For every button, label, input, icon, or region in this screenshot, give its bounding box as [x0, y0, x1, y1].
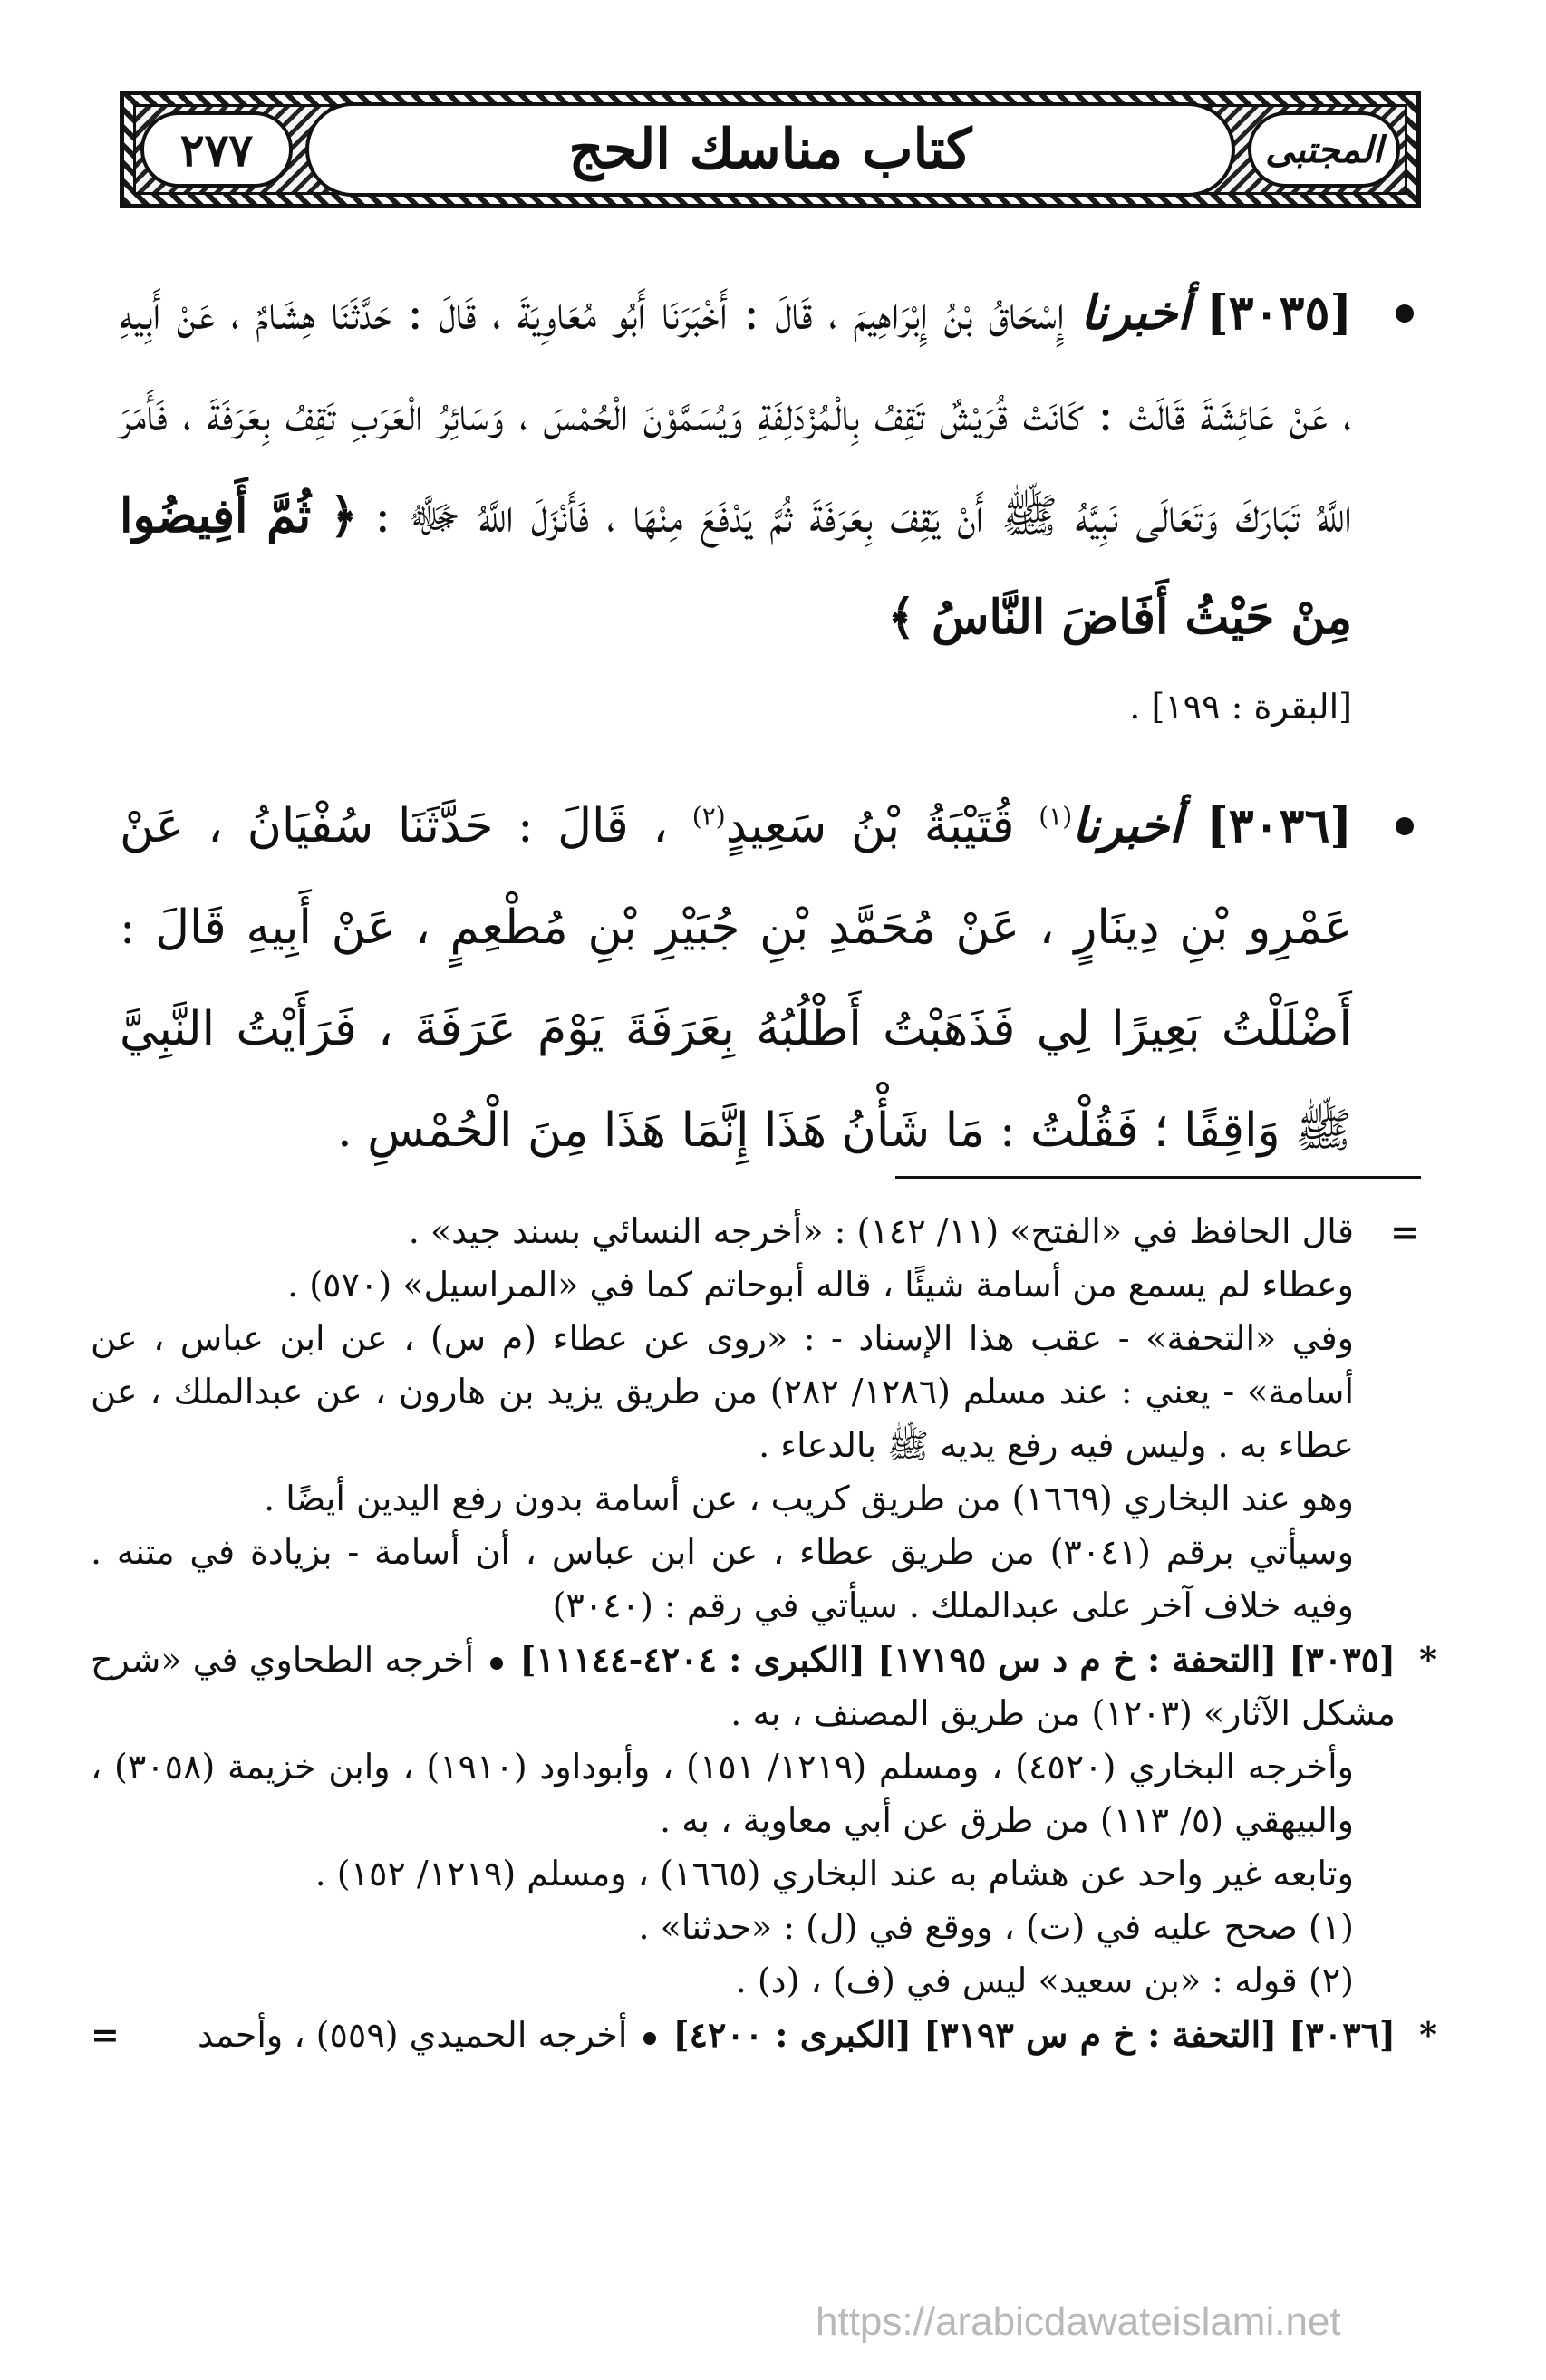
chapter-title-cartouche — [305, 102, 1235, 197]
asterisk-icon: * — [1419, 1639, 1437, 1680]
continuation-mark: = — [1390, 1211, 1419, 1252]
hadith-3035 — [120, 263, 1421, 745]
quran-reference: [البقرة : ١٩٩] . — [1129, 687, 1352, 727]
note-line — [91, 1740, 1437, 1847]
narrator-name: قُتَيْبَةُ بْنُ سَعِيدٍ — [725, 799, 1015, 853]
quran-verse: ﴿ ثُمَّ أَفِيضُوا مِنْ حَيْثُ أَفَاضَ النَّاسُ ﴾ — [120, 488, 1352, 645]
footnotes — [91, 1205, 1437, 2062]
bullet-icon — [490, 1657, 503, 1670]
page-number-cartouche — [140, 111, 293, 188]
note-line — [91, 1847, 1437, 1901]
note-text: وتابعه غير واحد عن هشام به عند البخاري (١٦٦٥) ، ومسلم (١٢١٩/ ١٥٢) . — [314, 1854, 1354, 1893]
chapter-title: كتاب مناسك الحج — [568, 118, 972, 181]
footnote-ref-2: (٢) — [691, 801, 726, 832]
takhrij-head: [٣٠٣٦] [التحفة : خ م س ٣١٩٣] [الكبرى : ٤٢٠٠] — [672, 2014, 1396, 2055]
bullet-icon — [1396, 817, 1414, 835]
book-logo: المجتبى — [1265, 128, 1383, 171]
note-line — [91, 1258, 1437, 1312]
note-text: وفي «التحفة» - عقب هذا الإسناد - : «روى عن عطاء (م س) ، عن ابن عباس ، عن أسامة» - يعني : عند مسلم (١٢٨٦/ ٢٨٢) من طريق يزيد بن هارون ، عن عبدالملك ، عن عطاء به . وليس فيه رفع يديه ﷺ بالدعاء . — [91, 1318, 1354, 1465]
footnote-ref-1: (١) — [1039, 801, 1073, 832]
takhrij-head: [٣٠٣٥] [التحفة : خ م د س ١٧١٩٥] [الكبرى : ٤٢٠٤-١١١٤٤] — [519, 1639, 1396, 1680]
note-text: (١) صحح عليه في (ت) ، ووقع في (ل) : «حدثنا» . — [638, 1907, 1354, 1947]
continuation-mark: = — [91, 2014, 120, 2055]
akhbarana-word: أخبرنا — [1072, 798, 1183, 853]
note-text: وعطاء لم يسمع من أسامة شيئًا ، قاله أبوحاتم كما في «المراسيل» (٥٧٠) . — [287, 1265, 1354, 1305]
note-line — [91, 1312, 1437, 1472]
note-text: وأخرجه البخاري (٤٥٢٠) ، ومسلم (١٢١٩/ ١٥١) ، وأبوداود (١٩١٠) ، وابن خزيمة (٣٠٥٨) ، والبيهقي (٥/ ١١٣) من طرق عن أبي معاوية ، به . — [91, 1747, 1354, 1840]
note-text: وهو عند البخاري (١٦٦٩) من طريق كريب ، عن أسامة بدون رفع اليدين أيضًا . — [264, 1479, 1354, 1518]
hadith-text: إِسْحَاقُ بْنُ إِبْرَاهِيمَ ، قَالَ : أَخْبَرَنَا أَبُو مُعَاوِيَةَ ، قَالَ : حَدَّثَنَا هِشَامٌ ، عَنْ أَبِيهِ ، عَنْ عَائِشَةَ قَالَتْ : كَانَتْ قُرَيْشٌ تَقِفُ بِالْمُزْدَلِفَةِ وَيُسَمَّوْنَ الْحُمْسَ ، وَسَائِرُ الْعَرَبِ تَقِفُ بِعَرَفَةَ ، فَأَمَرَ اللَّهُ تَبَارَكَ وَتَعَالَى نَبِيَّهُ ﷺ أَنْ يَقِفَ بِعَرَفَةَ ثُمَّ يَدْفَعَ مِنْهَا ، فَأَنْزَلَ اللَّهُ ﷻ : — [120, 286, 1353, 544]
takhrij-text: أخرجه الحميدي (٥٥٩) ، وأحمد — [197, 2015, 628, 2055]
footnote-1 — [91, 1901, 1437, 1954]
note-text: وسيأتي برقم (٣٠٤١) من طريق عطاء ، عن ابن عباس ، أن أسامة - بزيادة في متنه . وفيه خلاف آخر على عبدالملك . سيأتي في رقم : (٣٠٤٠) — [91, 1532, 1354, 1625]
watermark-url: https://arabicdawateislami.net — [816, 2299, 1341, 2344]
akhbarana-word: أخبرنا — [1080, 285, 1191, 341]
bullet-icon — [1396, 304, 1414, 323]
hadith-number: [٣٠٣٥] — [1206, 285, 1352, 341]
main-text — [120, 263, 1421, 1181]
book-logo-cartouche — [1248, 111, 1400, 188]
page-header-banner — [120, 91, 1421, 208]
takhrij-3036 — [91, 2008, 1437, 2062]
footnote-separator — [895, 1176, 1421, 1179]
page-number: ٢٧٧ — [179, 122, 254, 177]
note-line — [91, 1472, 1437, 1526]
hadith-number: [٣٠٣٦] — [1206, 798, 1353, 853]
note-text: (٢) قوله : «بن سعيد» ليس في (ف) ، (د) . — [735, 1961, 1354, 2000]
hadith-3036 — [120, 776, 1421, 1181]
bullet-icon — [643, 2032, 656, 2045]
footnote-2 — [91, 1954, 1437, 2008]
note-line — [91, 1205, 1437, 1258]
note-text: قال الحافظ في «الفتح» (١١/ ١٤٢) : «أخرجه النسائي بسند جيد» . — [408, 1211, 1354, 1251]
note-line — [91, 1526, 1437, 1633]
takhrij-text: أخرجه الطحاوي في «شرح مشكل الآثار» (١٢٠٣) من طريق المصنف ، به . — [91, 1640, 1396, 1733]
asterisk-icon: * — [1419, 2014, 1437, 2055]
takhrij-3035 — [91, 1633, 1437, 1740]
hadith-text: ، قَالَ : حَدَّثَنَا سُفْيَانُ ، عَنْ عَمْرِو بْنِ دِينَارٍ ، عَنْ مُحَمَّدِ بْنِ جُبَيْرِ بْنِ مُطْعِمٍ ، عَنْ أَبِيهِ قَالَ : أَضْلَلْتُ بَعِيرًا لِي فَذَهَبْتُ أَطْلُبُهُ بِعَرَفَةَ يَوْمَ عَرَفَةَ ، فَرَأَيْتُ النَّبِيَّ ﷺ وَاقِفًا ؛ فَقُلْتُ : مَا شَأْنُ هَذَا إِنَّمَا هَذَا مِنَ الْحُمْسِ . — [120, 799, 1352, 1158]
